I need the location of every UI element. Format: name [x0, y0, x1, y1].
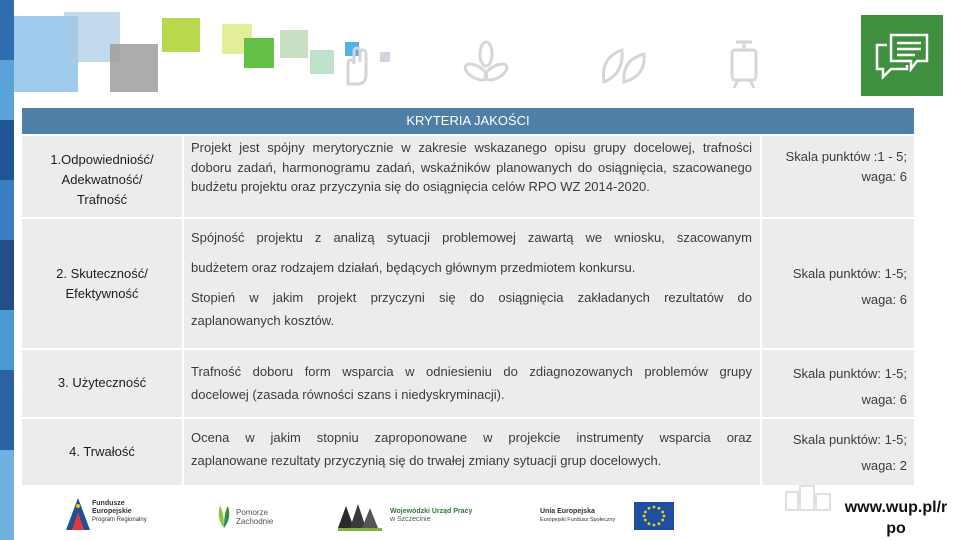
criterion-name-line: 2. Skuteczność/ [56, 266, 148, 281]
logo-text: Fundusze [92, 500, 125, 507]
criterion-name-line: 3. Użyteczność [57, 375, 147, 390]
left-color-strip [0, 0, 14, 540]
criterion-description-cell [184, 350, 760, 417]
logo-text: Program Regionalny [92, 517, 147, 523]
criterion-description-cell [184, 136, 760, 217]
eu-flag-icon [634, 502, 674, 530]
criterion-description-part: budżetem oraz rodzajem działań, będących głównym przedmiotem konkursu. [191, 259, 636, 275]
logo-text: Europejski Fundusz Społeczny [540, 517, 616, 523]
criterion-scale-cell [762, 136, 914, 217]
fundusze-europejskie-emblem [66, 496, 90, 530]
criterion-weight: waga: 6 [861, 169, 907, 184]
criterion-name-line: 4. Trwałość [69, 444, 135, 459]
leaves-icon [598, 46, 648, 86]
website-link[interactable] [832, 497, 960, 540]
logo-text: Zachodnie [236, 517, 274, 526]
logo-text: Europejskie [92, 508, 132, 515]
website-text: po [886, 520, 906, 537]
criteria-row-3 [22, 350, 914, 417]
criterion-scale: Skala punktów :1 - 5; [785, 149, 907, 164]
criterion-name-cell [22, 419, 182, 485]
logo-text: w Szczecinie [390, 516, 431, 523]
criteria-row-2 [22, 219, 914, 348]
logo-pomorze-zachodnie [214, 500, 278, 532]
criterion-description-part: Stopień w jakim projekt przyczyni się do osiągnięcia zakładanych rezultatów do [191, 289, 752, 305]
criterion-name-cell [22, 350, 182, 417]
wup-emblem [336, 500, 384, 532]
criterion-scale: Skala punktów: 1-5; [792, 366, 907, 381]
criterion-description-part: docelowej (zasada równości szans i niedyskryminacji). [191, 386, 505, 402]
criterion-name-cell [22, 136, 182, 217]
logo-text: Pomorze [236, 508, 269, 517]
tram-icon [724, 40, 764, 90]
criterion-scale: Skala punktów: 1-5; [792, 266, 907, 281]
criterion-description: Projekt jest spójny merytorycznie w zakresie wskazanego opisu grupy docelowej, trafności doboru zadań, harmonogramu zadań, wskaźników planowanych do osiągnięcia, szacowanego budżetu projektu oraz przyczynia się do osiągnięcia celów RPO WZ 2014-2020. [191, 140, 752, 194]
criterion-description-part: zaplanowane rezultaty przyczynią się do trwałej zmiany sytuacji grup docelowych. [191, 452, 662, 468]
criterion-name-line: 1.Odpowiedniość/ [50, 152, 154, 167]
wind-turbine-icon [462, 40, 510, 88]
criterion-name-line: Trafność [76, 192, 128, 207]
criterion-description-cell [184, 219, 760, 348]
criterion-weight: waga: 6 [861, 392, 907, 407]
criterion-description-part: Ocena w jakim stopniu zaproponowane w projekcie instrumenty wsparcia oraz [191, 430, 752, 445]
logo-unia-europejska [540, 500, 676, 534]
criterion-name-line: Adekwatność/ [61, 172, 143, 187]
criterion-scale-cell [762, 350, 914, 417]
criterion-description-part: zaplanowanych kosztów. [191, 313, 335, 328]
logo-text: Wojewódzki Urząd Pracy [390, 508, 473, 515]
criterion-scale-cell [762, 419, 914, 485]
criterion-description-part: Spójność projektu z analizą sytuacji problemowej zawartą we wniosku, szacowanym [191, 230, 752, 245]
criterion-description-part: Trafność doboru form wsparcia w odniesieniu do zdiagnozowanych problemów grupy [191, 364, 752, 379]
building-outline-icon [784, 484, 834, 512]
criterion-description-cell [184, 419, 760, 485]
table-header: KRYTERIA JAKOŚCI [22, 108, 914, 134]
criteria-row-4 [22, 419, 914, 485]
logo-text: Unia Europejska [540, 508, 595, 515]
criterion-name-cell [22, 219, 182, 348]
chat-icon-box [861, 15, 943, 96]
hand-icon [340, 44, 374, 88]
criteria-row-1 [22, 136, 914, 217]
criterion-scale-cell [762, 219, 914, 348]
website-text: www.wup.pl/r [844, 499, 948, 516]
chat-bubbles-icon [861, 15, 943, 96]
criterion-name-line: Efektywność [65, 286, 139, 301]
logo-wojewodzki-urzad-pracy [336, 500, 486, 532]
pomorze-zachodnie-emblem [214, 502, 234, 530]
criterion-weight: waga: 2 [861, 458, 907, 473]
logo-fundusze-europejskie [66, 494, 156, 534]
criterion-weight: waga: 6 [861, 292, 907, 307]
criterion-scale: Skala punktów: 1-5; [792, 432, 907, 447]
